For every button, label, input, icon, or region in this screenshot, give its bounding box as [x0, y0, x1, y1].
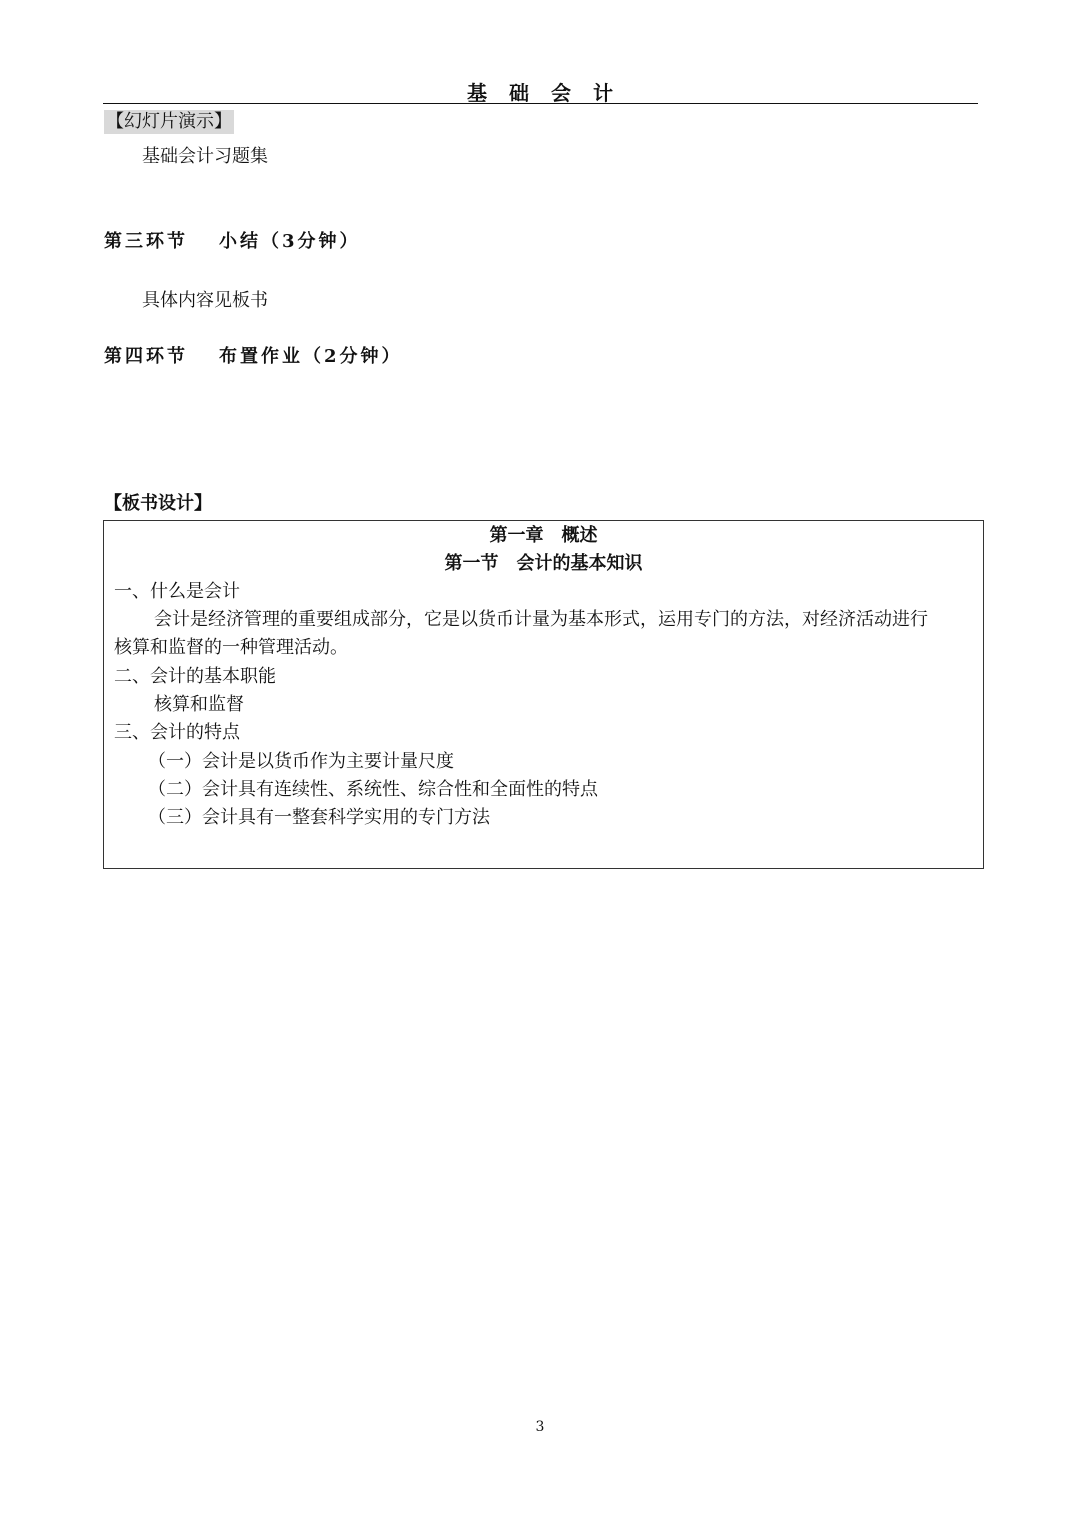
board-line: 会计是经济管理的重要组成部分，它是以货币计量为基本形式，运用专门的方法，对经济活动进行	[154, 609, 928, 630]
slide-demo-tag: 【幻灯片演示】	[106, 111, 232, 132]
slide-content: 基础会计习题集	[142, 146, 268, 167]
board-line: （一）会计是以货币作为主要计量尺度	[148, 751, 454, 772]
page-header-title: 基础会计	[467, 81, 635, 105]
board-design-tag: 【板书设计】	[104, 493, 212, 514]
board-line: 二、会计的基本职能	[114, 666, 276, 687]
board-line: （三）会计具有一整套科学实用的专门方法	[148, 807, 490, 828]
section4-label: 第四环节	[104, 346, 188, 367]
header-divider	[103, 103, 978, 104]
board-chapter-title: 第一章 概述	[489, 525, 598, 546]
board-line: 一、什么是会计	[114, 581, 240, 602]
section3-title: 小结（3分钟）	[219, 231, 361, 252]
board-line: 核算和监督的一种管理活动。	[114, 637, 348, 658]
board-line: 核算和监督	[154, 694, 244, 715]
section4-title: 布置作业（2分钟）	[219, 346, 403, 367]
board-line: （二）会计具有连续性、系统性、综合性和全面性的特点	[148, 779, 598, 800]
section3-label: 第三环节	[104, 231, 188, 252]
board-section-title: 第一节 会计的基本知识	[444, 553, 643, 574]
page-number: 3	[535, 1419, 545, 1435]
section3-content: 具体内容见板书	[142, 290, 268, 311]
board-design-box	[103, 520, 984, 869]
board-line: 三、会计的特点	[114, 722, 240, 743]
